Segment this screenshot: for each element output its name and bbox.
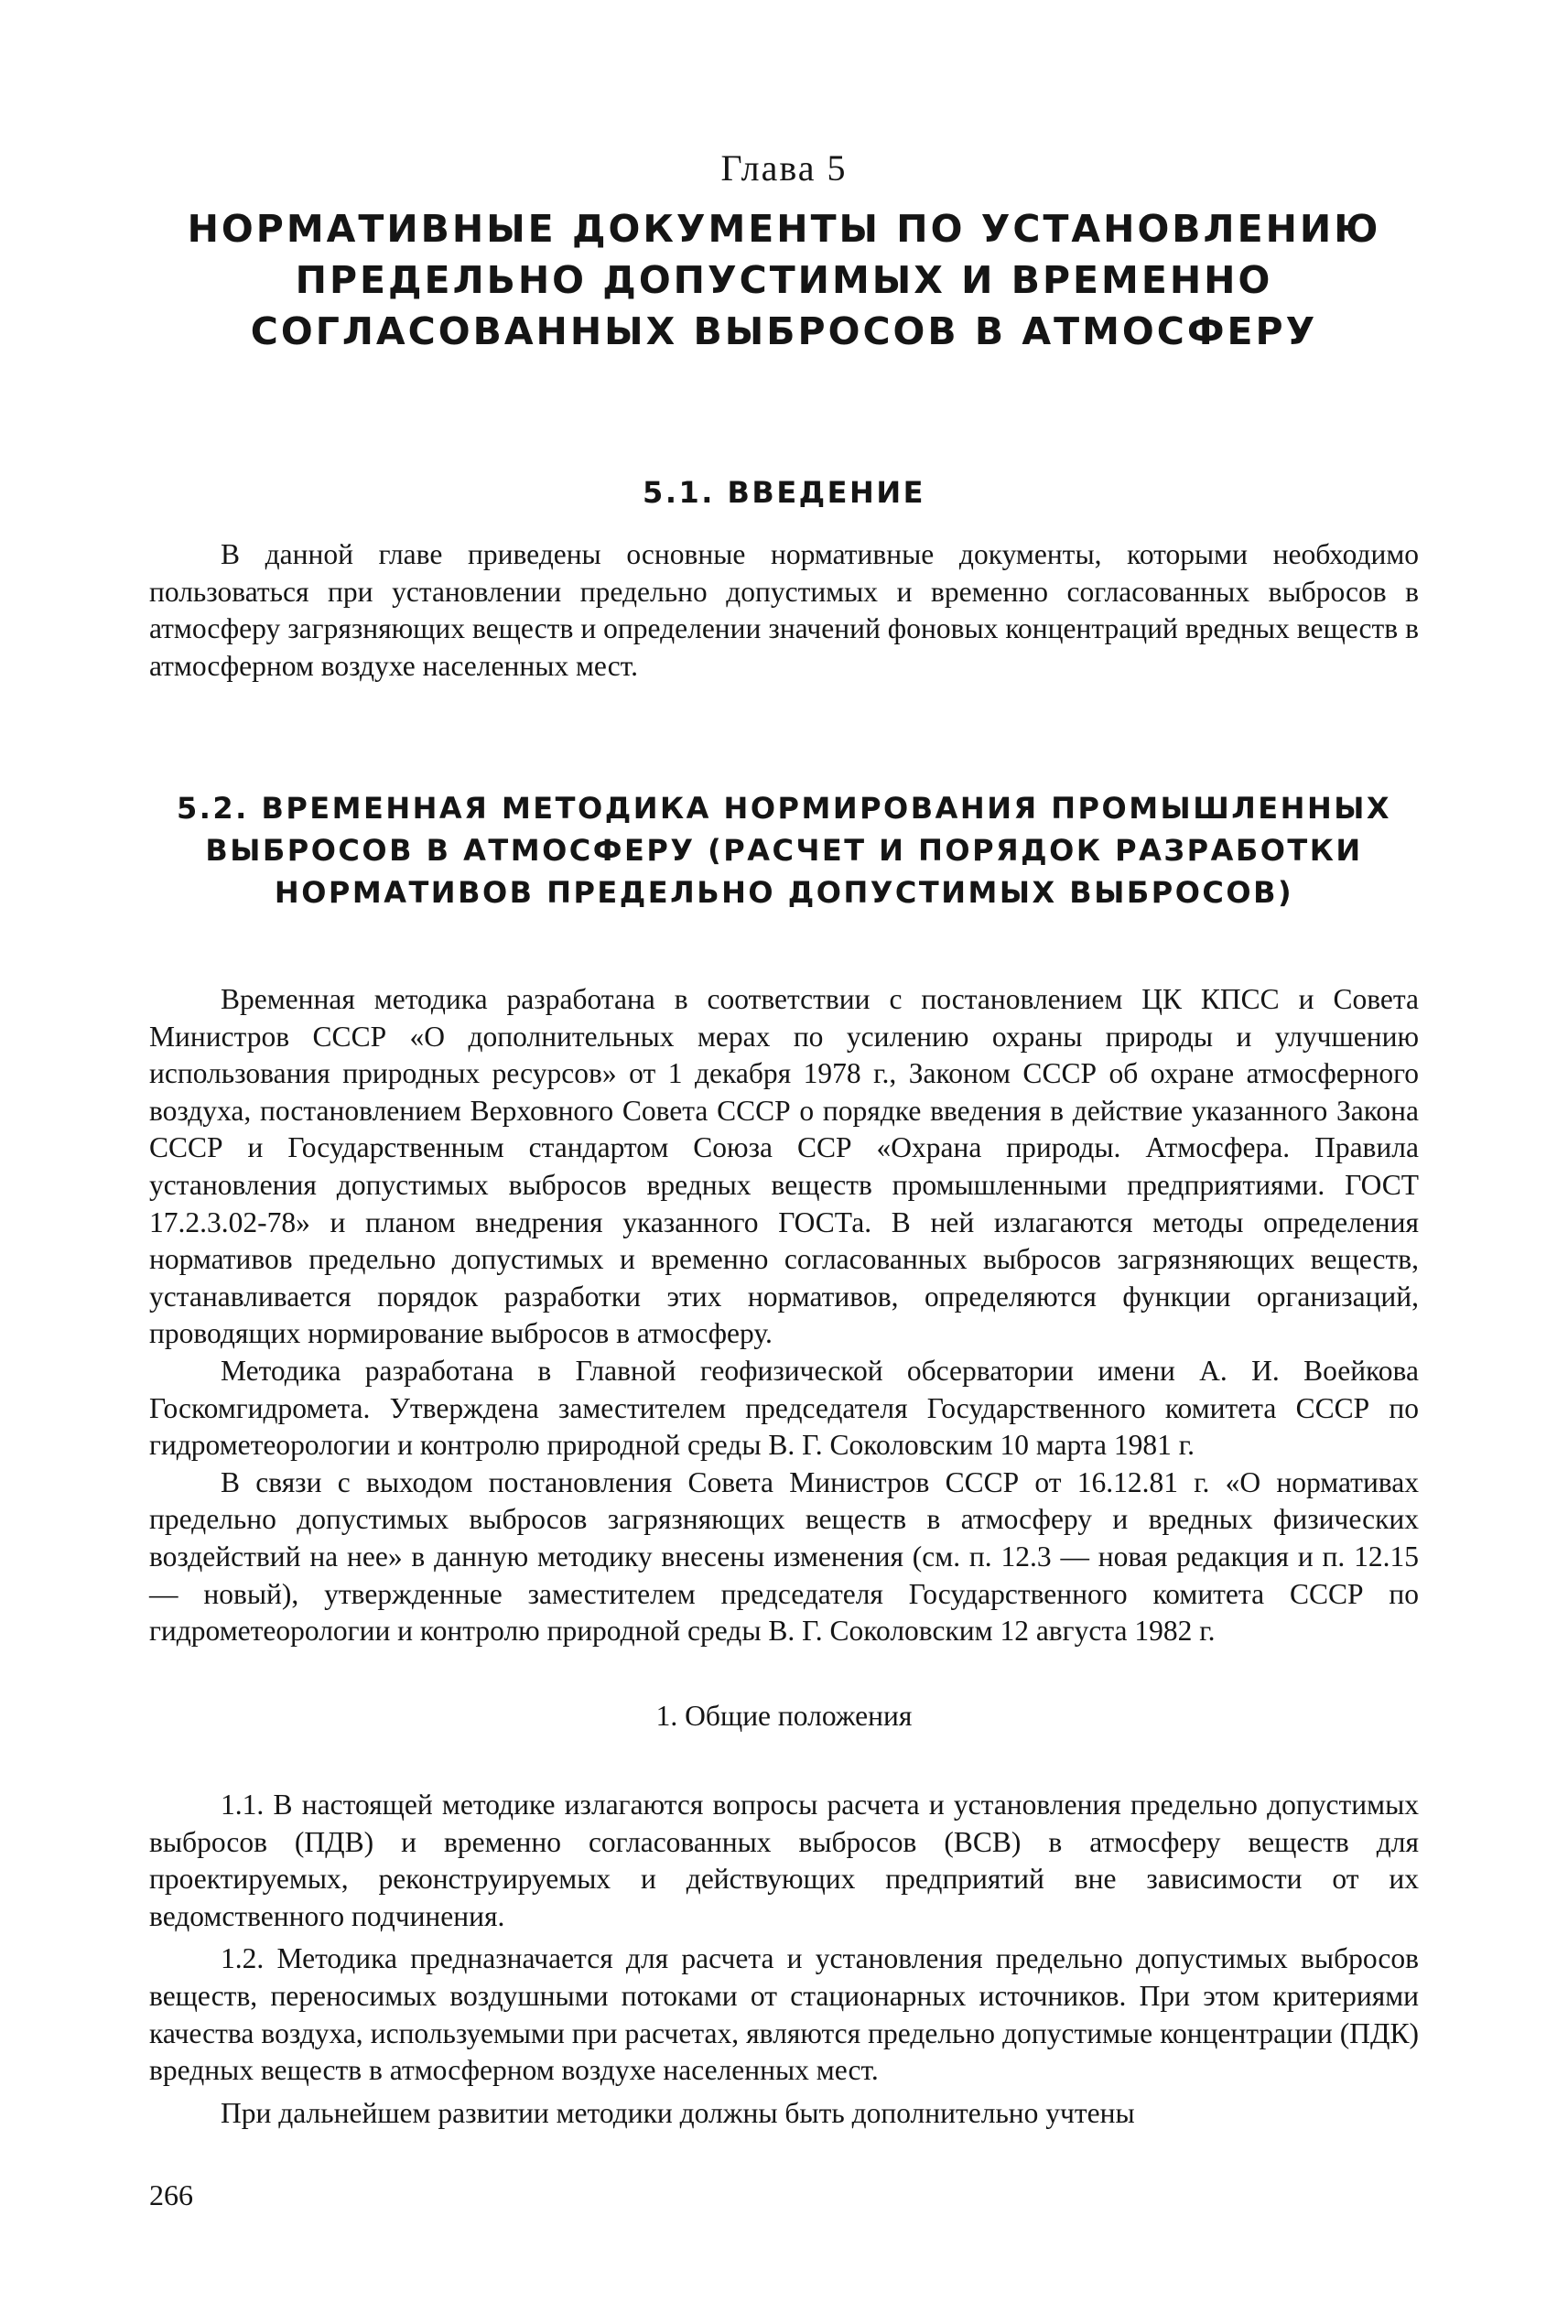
paragraph: Методика разработана в Главной геофизической обсерватории имени А. И. Воейкова Госкомгидромета. Утверждена заместителем председателя Государственного комитета СССР по гидрометеорологии и контролю природной среды В. Г. Соколовским 10 марта 1981 г.	[149, 1354, 1419, 1462]
paragraph: При дальнейшем развитии методики должны быть дополнительно учтены	[221, 2096, 1135, 2129]
section-5-2-body	[149, 981, 1419, 1650]
paragraph: В данной главе приведены основные нормативные документы, которыми необходимо пользоваться при установлении предельно допустимых и временно согласованных выбросов в атмосферу загрязняющих веществ и определении значений фоновых концентраций вредных веществ в атмосферном воздухе населенных мест.	[149, 538, 1419, 682]
chapter-label: Глава 5	[720, 147, 848, 189]
section-5-2-heading: 5.2. ВРЕМЕННАЯ МЕТОДИКА НОРМИРОВАНИЯ ПРОМЫШЛЕННЫХ ВЫБРОСОВ В АТМОСФЕРУ (РАСЧЕТ И ПОРЯДОК РАЗРАБОТКИ НОРМАТИВОВ ПРЕДЕЛЬНО ДОПУСТИМЫХ ВЫБРОСОВ)	[176, 791, 1392, 910]
section-5-1-heading: 5.1. ВВЕДЕНИЕ	[643, 475, 925, 510]
paragraph: 1.2. Методика предназначается для расчета и установления предельно допустимых выбросов веществ, переносимых воздушными потоками от стационарных источников. При этом критериями качества воздуха, используемыми при расчетах, являются предельно допустимые концентрации (ПДК) вредных веществ в атмосферном воздухе населенных мест.	[149, 1942, 1419, 2087]
general-provisions-body	[149, 1787, 1419, 2137]
section-5-1-body	[149, 536, 1419, 685]
page-number: 266	[149, 2178, 193, 2211]
chapter-title: НОРМАТИВНЫЕ ДОКУМЕНТЫ ПО УСТАНОВЛЕНИЮ ПРЕДЕЛЬНО ДОПУСТИМЫХ И ВРЕМЕННО СОГЛАСОВАННЫХ ВЫБРОСОВ В АТМОСФЕРУ	[187, 207, 1381, 353]
general-provisions-heading: 1. Общие положения	[655, 1700, 913, 1732]
paragraph: Временная методика разработана в соответствии с постановлением ЦК КПСС и Совета Министров СССР «О дополнительных мерах по усилению охраны природы и улучшению использования природных ресурсов» от 1 декабря 1978 г., Законом СССР об охране атмосферного воздуха, постановлением Верховного Совета СССР о порядке введения в действие указанного Закона СССР и Государственным стандартом Союза ССР «Охрана природы. Атмосфера. Правила установления допустимых выбросов вредных веществ промышленными предприятиями. ГОСТ 17.2.3.02-78» и планом внедрения указанного ГОСТа. В ней излагаются методы определения нормативов предельно допустимых и временно согласованных выбросов загрязняющих веществ, устанавливается порядок разработки этих нормативов, определяются функции организаций, проводящих нормирование выбросов в атмосферу.	[149, 983, 1419, 1350]
paragraph: 1.1. В настоящей методике излагаются вопросы расчета и установления предельно допустимых выбросов (ПДВ) и временно согласованных выбросов (ВСВ) в атмосферу веществ для проектируемых, реконструируемых и действующих предприятий вне зависимости от их ведомственного подчинения.	[149, 1789, 1419, 1932]
paragraph: В связи с выходом постановления Совета Министров СССР от 16.12.81 г. «О нормативах предельно допустимых выбросов загрязняющих веществ в атмосферу и вредных физических воздействий на нее» в данную методику внесены изменения (см. п. 12.3 — новая редакция и п. 12.15 — новый), утвержденные заместителем председателя Государственного комитета СССР по гидрометеорологии и контролю природной среды В. Г. Соколовским 12 августа 1982 г.	[149, 1465, 1419, 1648]
